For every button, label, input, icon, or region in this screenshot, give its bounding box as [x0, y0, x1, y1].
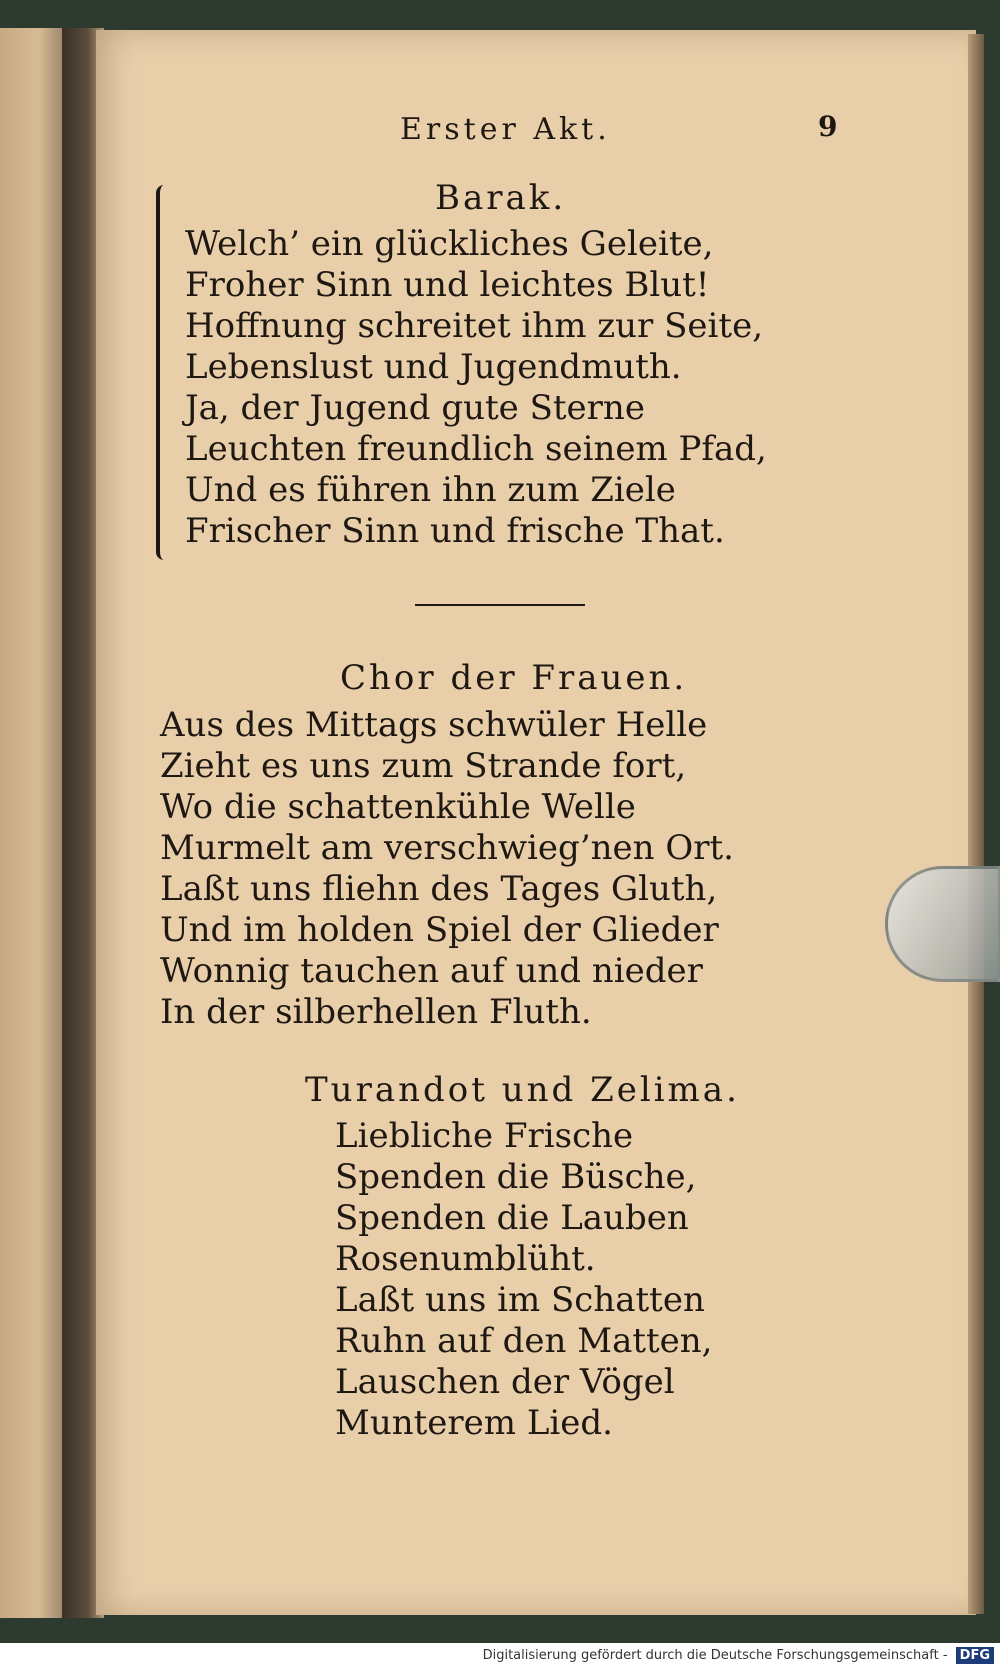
speech-bracket: [156, 185, 170, 560]
verse-line: Munterem Lied.: [335, 1403, 613, 1443]
verse-line: Zieht es uns zum Strande fort,: [160, 746, 687, 786]
page-clip: [885, 866, 1000, 982]
verse-line: Hoffnung schreitet ihm zur Seite,: [185, 306, 763, 346]
verse-line: Froher Sinn und leichtes Blut!: [185, 265, 710, 305]
verse-line: Welch’ ein glückliches Geleite,: [185, 224, 714, 264]
turandot-zelima-verse: [335, 1116, 713, 1444]
verse-line: Leuchten freundlich seinem Pfad,: [185, 429, 767, 469]
page-edge: [968, 34, 984, 1614]
footer-text: Digitalisierung gefördert durch die Deutsche Forschungsgemeinschaft -: [482, 1648, 948, 1663]
barak-verse: [185, 224, 767, 552]
verse-line: Aus des Mittags schwüler Helle: [160, 705, 708, 745]
verse-line: Rosenumblüht.: [335, 1239, 596, 1279]
verse-line: Und es führen ihn zum Ziele: [185, 470, 676, 510]
left-page: [0, 28, 70, 1618]
verse-line: Laßt uns fliehn des Tages Gluth,: [160, 869, 718, 909]
footer-credit: [0, 1643, 1000, 1669]
verse-line: Wo die schattenkühle Welle: [160, 787, 636, 827]
verse-line: Murmelt am verschwieg’nen Ort.: [160, 828, 734, 868]
verse-line: Lauschen der Vögel: [335, 1362, 675, 1402]
verse-line: In der silberhellen Fluth.: [160, 992, 592, 1032]
verse-line: Und im holden Spiel der Glieder: [160, 910, 719, 950]
page-number: 9: [818, 110, 838, 143]
verse-line: Frischer Sinn und frische That.: [185, 511, 725, 551]
speaker-turandot-zelima: Turandot und Zelima.: [305, 1070, 740, 1110]
verse-line: Spenden die Büsche,: [335, 1157, 697, 1197]
running-title: Erster Akt.: [400, 112, 611, 147]
dfg-logo: DFG: [956, 1647, 994, 1664]
verse-line: Laßt uns im Schatten: [335, 1280, 705, 1320]
speaker-barak: Barak.: [435, 178, 567, 218]
speaker-chor: Chor der Frauen.: [340, 658, 688, 698]
verse-line: Lebenslust und Jugendmuth.: [185, 347, 682, 387]
verse-line: Ruhn auf den Matten,: [335, 1321, 713, 1361]
verse-line: Liebliche Frische: [335, 1116, 634, 1156]
verse-line: Ja, der Jugend gute Sterne: [185, 388, 645, 428]
section-divider: [415, 604, 585, 606]
chor-verse: [160, 705, 734, 1033]
verse-line: Spenden die Lauben: [335, 1198, 689, 1238]
verse-line: Wonnig tauchen auf und nieder: [160, 951, 703, 991]
